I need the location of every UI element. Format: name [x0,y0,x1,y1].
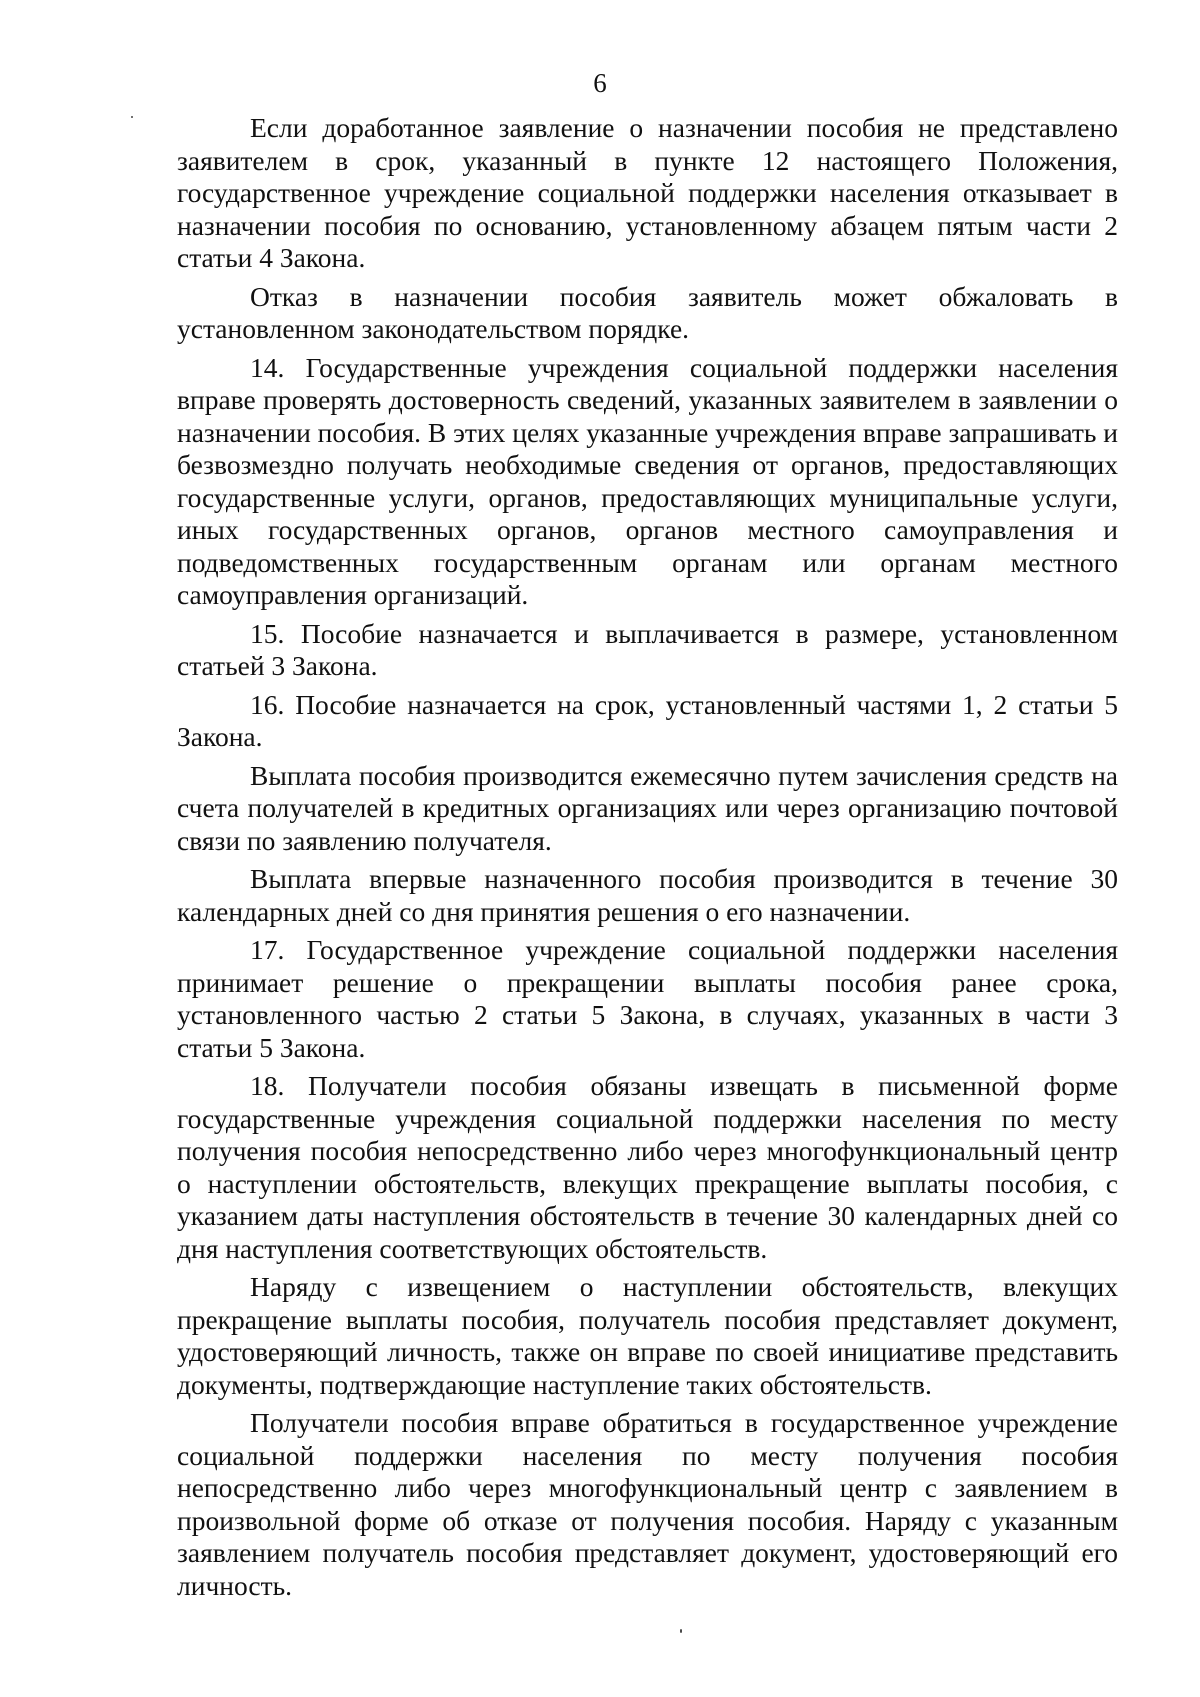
scan-speck [680,1629,682,1633]
paragraph-item-15: 15. Пособие назначается и выплачивается в размере, установленном статьей 3 Закона. [177,617,1118,681]
paragraph-item-16: 16. Пособие назначается на срок, установленный частями 1, 2 статьи 5 Закона. [177,688,1118,752]
paragraph-notification-documents: Наряду с извещением о наступлении обстоятельств, влекущих прекращение выплаты пособия, получатель пособия представляет документ, удостоверяющий личность, также он вправе по своей инициативе представить документы, подтверждающие наступление таких обстоятельств. [177,1271,1118,1400]
paragraph-refusal-deadline: Если доработанное заявление о назначении пособия не представлено заявителем в срок, указанный в пункте 12 настоящего Положения, государственное учреждение социальной поддержки населения отказывает в назначении пособия по основанию, установленному абзацем пятым части 2 статьи 4 Закона. [177,112,1118,273]
paragraph-payment-method: Выплата пособия производится ежемесячно путем зачисления средств на счета получателей в кредитных организациях или через организацию почтовой связи по заявлению получателя. [177,759,1118,856]
paragraph-item-18: 18. Получатели пособия обязаны извещать в письменной форме государственные учреждения социальной поддержки населения по месту получения пособия непосредственно либо через многофункциональный центр о наступлении обстоятельств, влекущих прекращение выплаты пособия, с указанием даты наступления обстоятельств в течение 30 календарных дней со дня наступления соответствующих обстоятельств. [177,1070,1118,1264]
paragraph-first-payment: Выплата впервые назначенного пособия производится в течение 30 календарных дней со дня принятия решения о его назначении. [177,863,1118,927]
scan-speck [131,116,133,118]
paragraph-refusal-appeal: Отказ в назначении пособия заявитель может обжаловать в установленном законодательством порядке. [177,280,1118,344]
paragraph-waiver: Получатели пособия вправе обратиться в государственное учреждение социальной поддержки населения по месту получения пособия непосредственно либо через многофункциональный центр с заявлением в произвольной форме об отказе от получения пособия. Наряду с указанным заявлением получатель пособия представляет документ, удостоверяющий его личность. [177,1407,1118,1601]
page-number: 6 [593,68,607,98]
paragraph-item-14: 14. Государственные учреждения социальной поддержки населения вправе проверять достоверность сведений, указанных заявителем в заявлении о назначении пособия. В этих целях указанные учреждения вправе запрашивать и безвозмездно получать необходимые сведения от органов, предоставляющих государственные услуги, органов, предоставляющих муниципальные услуги, иных государственных органов, органов местного самоуправления и подведомственных государственным органам или органам местного самоуправления организаций. [177,351,1118,610]
document-body [177,112,1118,1608]
paragraph-item-17: 17. Государственное учреждение социальной поддержки населения принимает решение о прекращении выплаты пособия ранее срока, установленного частью 2 статьи 5 Закона, в случаях, указанных в части 3 статьи 5 Закона. [177,934,1118,1063]
